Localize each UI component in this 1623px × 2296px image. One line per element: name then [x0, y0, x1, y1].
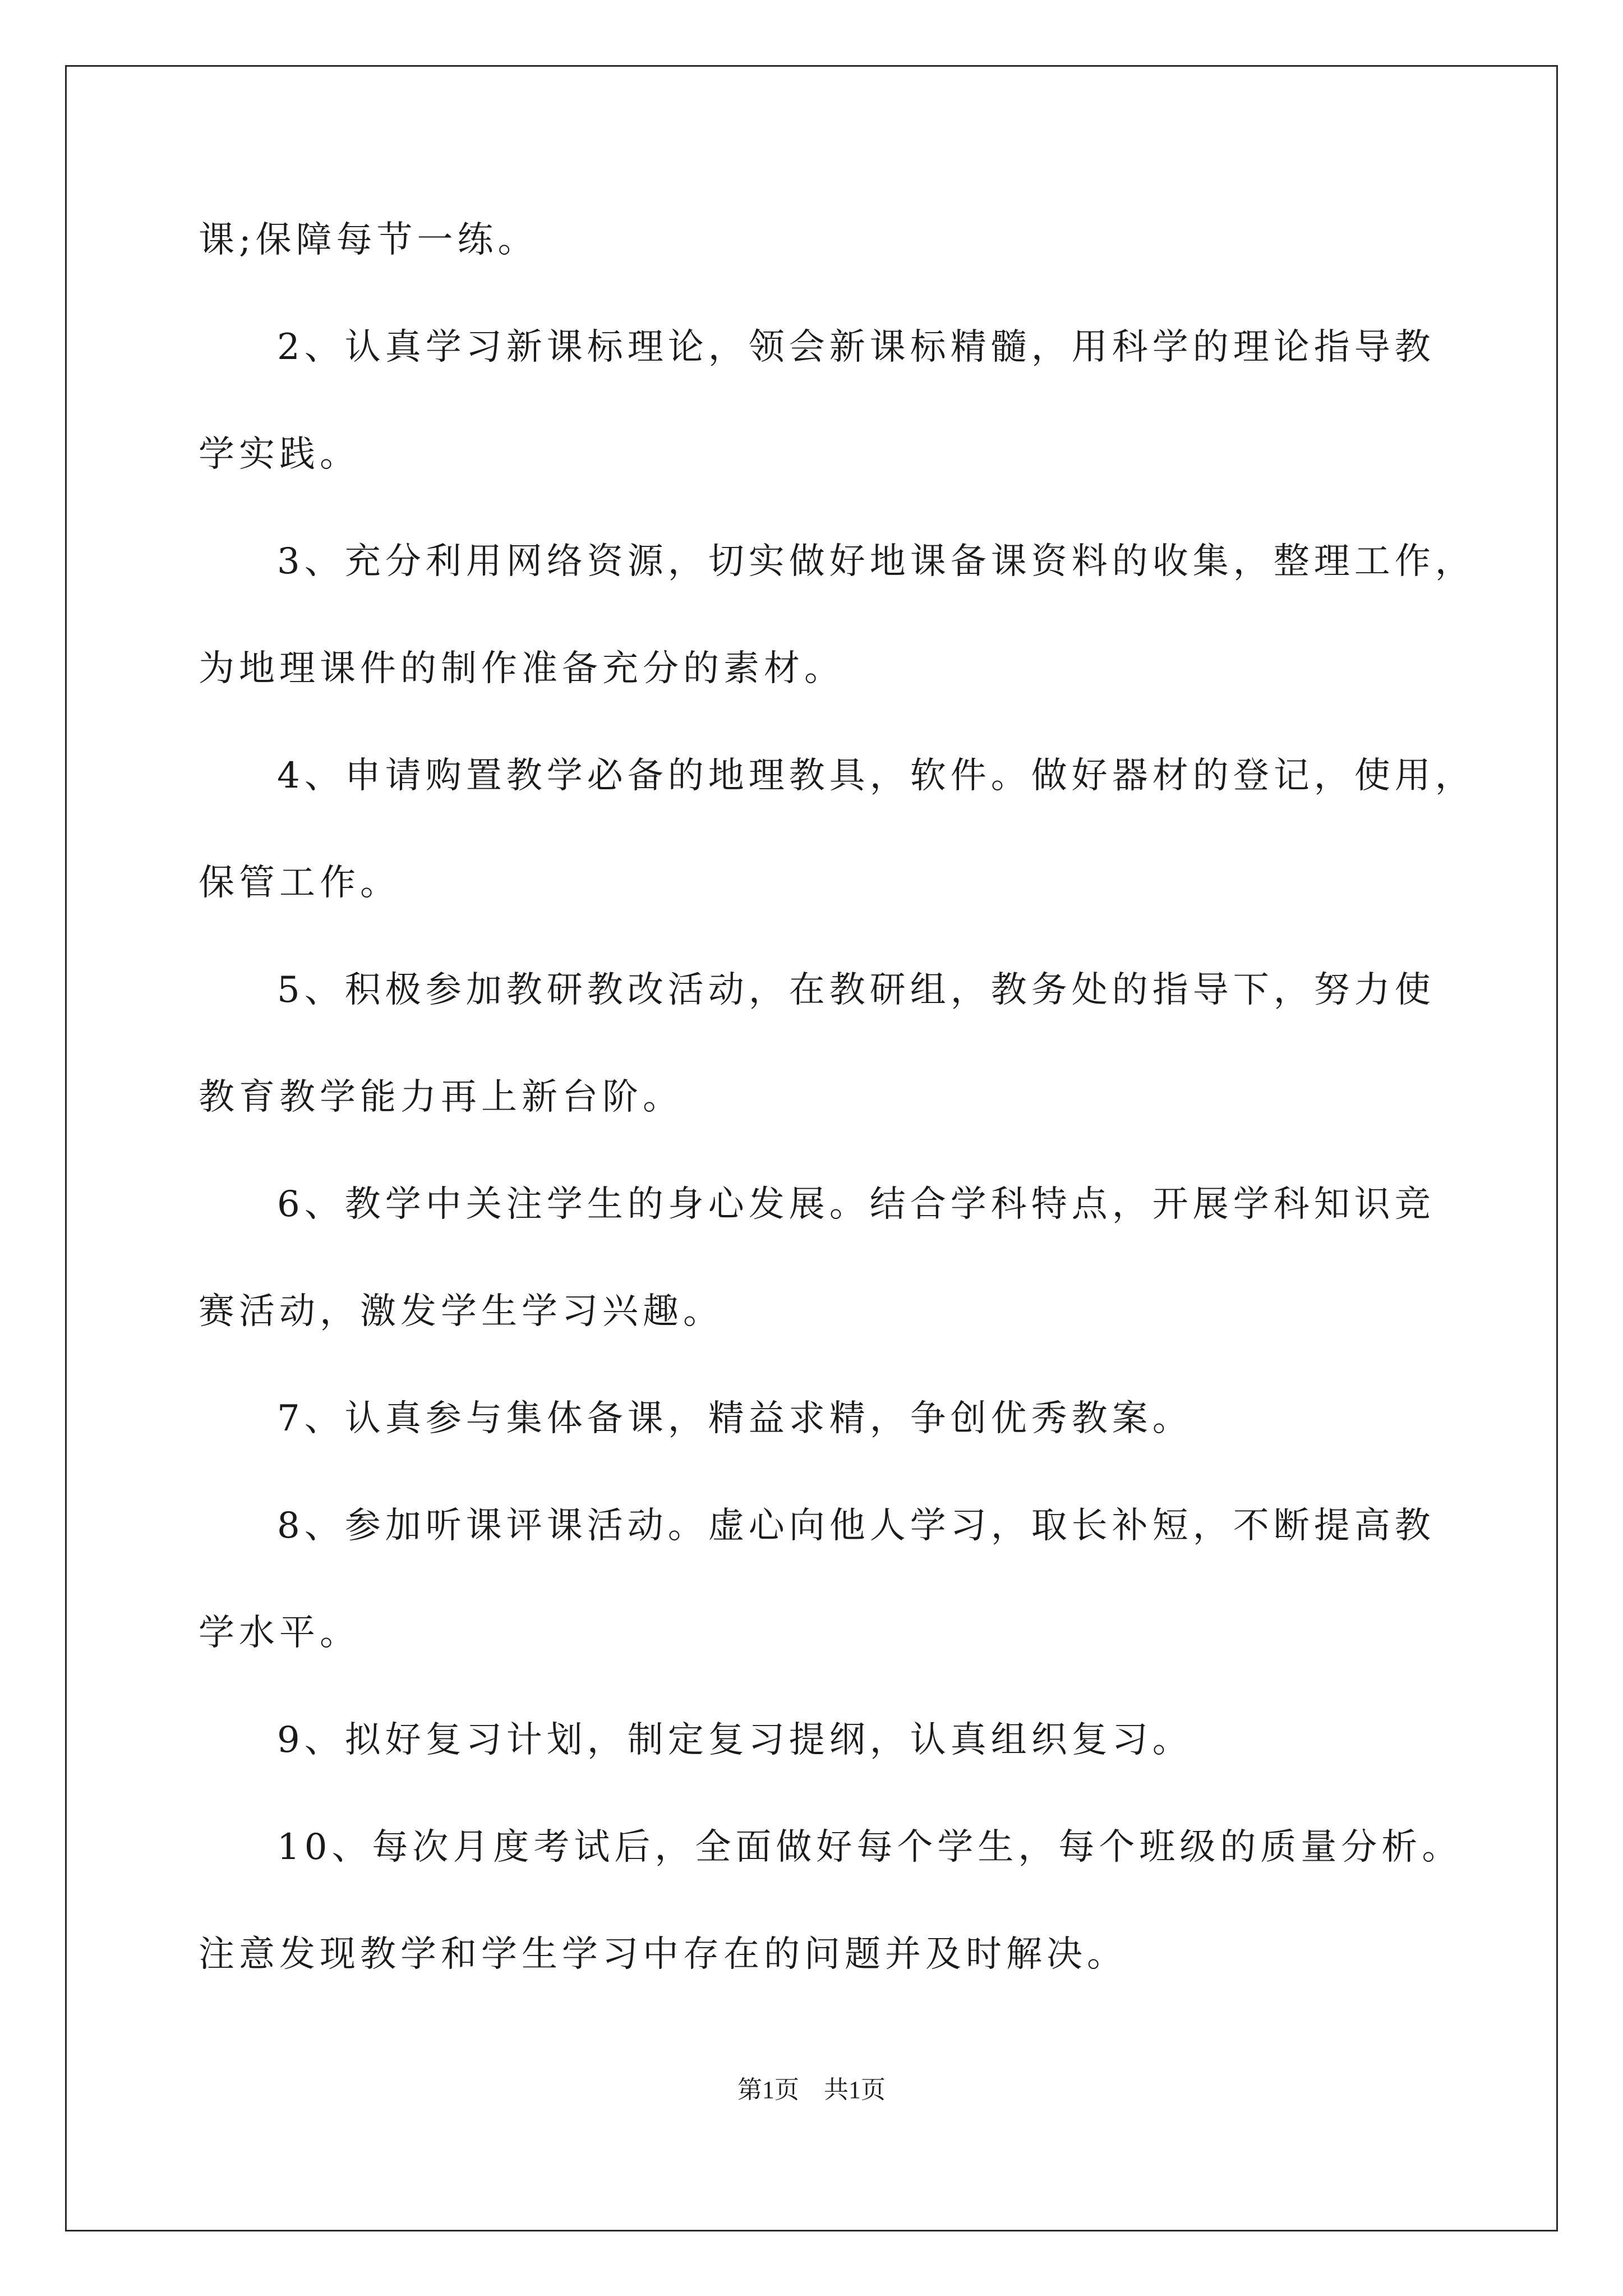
- text-line: 教育教学能力再上新台阶。: [199, 1076, 683, 1118]
- page-number: 第1页: [737, 2076, 799, 2104]
- text-line: 8、参加听课评课活动。虚心向他人学习，取长补短，不断提高教: [277, 1505, 1435, 1547]
- text-line: 5、积极参加教研教改活动，在教研组，教务处的指导下，努力使: [277, 969, 1435, 1011]
- text-line: 4、申请购置教学必备的地理教具，软件。做好器材的登记，使用，: [277, 755, 1476, 797]
- text-line: 课;保障每节一练。: [199, 219, 538, 261]
- text-line: 保管工作。: [199, 862, 400, 904]
- text-line: 3、充分利用网络资源，切实做好地课备课资料的收集，整理工作，: [277, 541, 1476, 582]
- page-border: [65, 65, 1558, 2231]
- page-total: 共1页: [824, 2076, 886, 2104]
- text-line: 赛活动，激发学生学习兴趣。: [199, 1291, 723, 1332]
- text-line: 学水平。: [199, 1612, 360, 1654]
- text-line: 6、教学中关注学生的身心发展。结合学科特点，开展学科知识竞: [277, 1184, 1435, 1225]
- text-line: 10、每次月度考试后，全面做好每个学生，每个班级的质量分析。: [277, 1826, 1463, 1868]
- page-footer: [0, 2074, 1623, 2106]
- text-line: 2、认真学习新课标理论，领会新课标精髓，用科学的理论指导教: [277, 326, 1435, 368]
- text-line: 注意发现教学和学生学习中存在的问题并及时解决。: [199, 1934, 1127, 1975]
- text-line: 7、认真参与集体备课，精益求精，争创优秀教案。: [277, 1398, 1193, 1439]
- text-line: 为地理课件的制作准备充分的素材。: [199, 648, 845, 689]
- text-line: 学实践。: [199, 434, 360, 475]
- text-line: 9、拟好复习计划，制定复习提纲，认真组织复习。: [277, 1719, 1193, 1761]
